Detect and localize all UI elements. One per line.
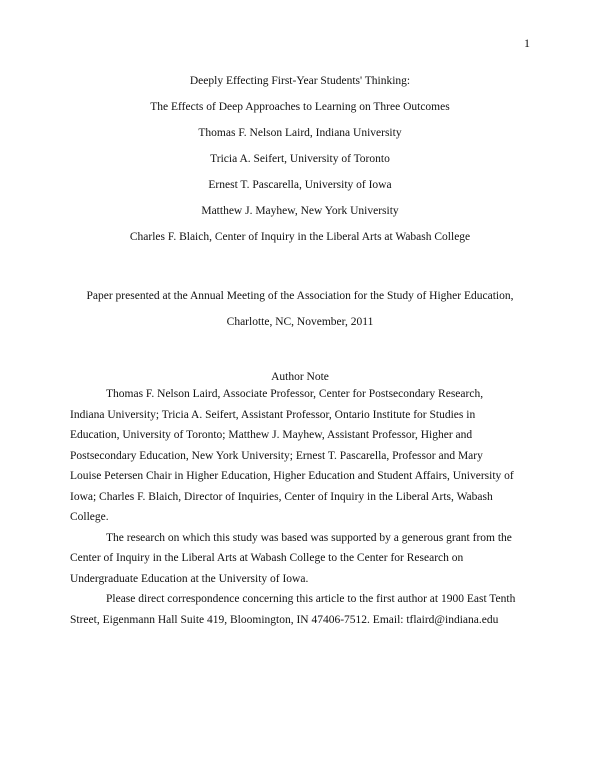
note-line: Iowa; Charles F. Blaich, Director of Inquiries, Center of Inquiry in the Liberal Arts, Wabash <box>70 490 493 503</box>
note-line: Indiana University; Tricia A. Seifert, Assistant Professor, Ontario Institute for Studies in <box>70 408 476 421</box>
note-line: The research on which this study was based was supported by a generous grant from the <box>106 531 512 544</box>
note-line: Center of Inquiry in the Liberal Arts at Wabash College to the Center for Research on <box>70 552 464 564</box>
author-note-heading: Author Note <box>271 371 329 383</box>
note-line: Postsecondary Education, New York University; Ernest T. Pascarella, Professor and Mary <box>70 449 483 462</box>
author-affiliation: Charles F. Blaich, Center of Inquiry in the Liberal Arts at Wabash College <box>129 231 471 243</box>
author-affiliation: Tricia A. Seifert, University of Toronto <box>210 153 390 165</box>
note-line: Louise Petersen Chair in Higher Education, Higher Education and Student Affairs, University of <box>70 470 514 482</box>
presentation-line-2: Charlotte, NC, November, 2011 <box>226 316 374 328</box>
note-line: Street, Eigenmann Hall Suite 419, Bloomington, IN 47406-7512. Email: tflaird@indiana.edu <box>70 613 499 626</box>
note-line: College. <box>70 511 109 523</box>
note-line: Please direct correspondence concerning this article to the first author at 1900 East Tenth <box>106 593 516 605</box>
author-affiliation: Thomas F. Nelson Laird, Indiana University <box>198 127 402 139</box>
author-affiliation: Ernest T. Pascarella, University of Iowa <box>208 179 392 191</box>
paper-title-line-1: Deeply Effecting First-Year Students' Thinking: <box>189 75 411 87</box>
paper-title-line-2: The Effects of Deep Approaches to Learning on Three Outcomes <box>150 101 450 113</box>
presentation-note <box>0 283 600 335</box>
page-number: 1 <box>524 36 530 50</box>
author-note-body <box>70 384 532 630</box>
presentation-line-1: Paper presented at the Annual Meeting of the Association for the Study of Higher Education, <box>86 290 514 302</box>
note-line: Undergraduate Education at the University of Iowa. <box>70 572 309 585</box>
note-line: Education, University of Toronto; Matthew J. Mayhew, Assistant Professor, Higher and <box>70 429 473 441</box>
title-block <box>0 68 600 250</box>
note-line: Thomas F. Nelson Laird, Associate Professor, Center for Postsecondary Research, <box>106 388 484 400</box>
author-affiliation: Matthew J. Mayhew, New York University <box>201 205 399 217</box>
